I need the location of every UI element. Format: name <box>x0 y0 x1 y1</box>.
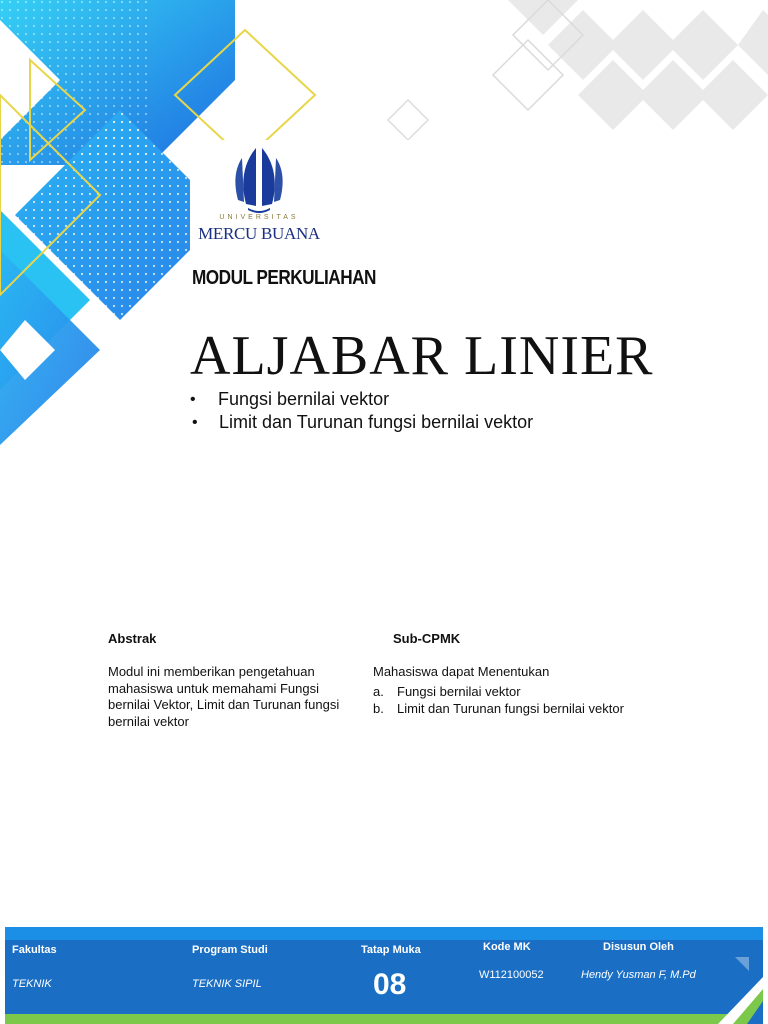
topic-list <box>190 388 533 434</box>
list-item <box>190 411 533 434</box>
tatap-muka-label: Tatap Muka <box>361 944 421 956</box>
mercu-buana-emblem-icon <box>190 140 328 215</box>
disusun-value: Hendy Yusman F, M.Pd <box>581 969 696 981</box>
sub-cpmk-intro: Mahasiswa dapat Menentukan <box>373 664 550 679</box>
footer-info-bar <box>5 927 763 1024</box>
module-label: MODUL PERKULIAHAN <box>192 267 376 289</box>
footer-decoration-icon <box>703 927 763 1024</box>
disusun-label: Disusun Oleh <box>603 941 674 953</box>
fakultas-value: TEKNIK <box>12 978 52 990</box>
fakultas-label: Fakultas <box>12 944 57 956</box>
footer-top-strip <box>5 927 763 940</box>
bullet-icon: • <box>192 414 198 431</box>
logo-name: MERCU BUANA <box>198 224 320 243</box>
prodi-label: Program Studi <box>192 944 268 956</box>
sub-cpmk-heading: Sub-CPMK <box>393 631 461 646</box>
list-text: Fungsi bernilai vektor <box>397 684 521 699</box>
abstrak-text: Modul ini memberikan pengetahuan mahasiswa untuk memahami Fungsi bernilai Vektor, Limit dan Turunan fungsi bernilai vektor <box>108 664 340 729</box>
topic-text: Fungsi bernilai vektor <box>218 389 390 409</box>
logo-subtitle: UNIVERSITAS <box>219 214 299 221</box>
page-title: ALJABAR LINIER <box>190 325 654 387</box>
list-marker: a. <box>373 684 384 699</box>
university-logo <box>190 140 328 250</box>
abstrak-heading: Abstrak <box>108 631 157 646</box>
prodi-value: TEKNIK SIPIL <box>192 978 262 990</box>
tatap-muka-value: 08 <box>373 968 407 1001</box>
bullet-icon: • <box>190 391 196 408</box>
list-item <box>373 683 624 700</box>
sub-cpmk-list <box>373 683 624 717</box>
list-item <box>373 700 624 717</box>
list-item <box>190 388 533 411</box>
list-marker: b. <box>373 701 384 716</box>
topic-text: Limit dan Turunan fungsi bernilai vektor <box>219 412 534 432</box>
decorative-geometric-right <box>368 0 768 140</box>
kode-mk-value: W112100052 <box>479 969 544 981</box>
footer-green-strip <box>5 1014 763 1024</box>
list-text: Limit dan Turunan fungsi bernilai vektor <box>397 701 624 716</box>
kode-mk-label: Kode MK <box>483 941 531 953</box>
